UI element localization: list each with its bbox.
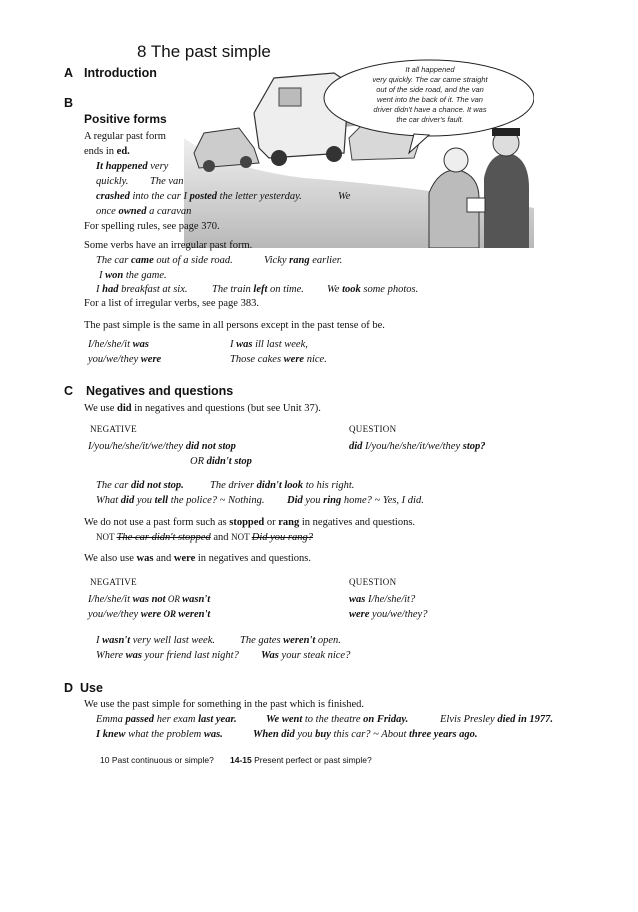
c-question-label-2: QUESTION <box>349 577 397 587</box>
footer-ref-1[interactable]: 10 Past continuous or simple? <box>100 755 214 765</box>
section-d-heading: Use <box>80 681 103 695</box>
c-was-were-intro: We also use was and were in negatives and questions. <box>84 553 312 564</box>
c-not-examples: NOT The car didn't stopped and NOT Did you rang? <box>96 532 313 543</box>
section-c-letter: C <box>64 384 74 398</box>
speech-line-6: the car driver's fault. <box>396 115 464 124</box>
b-example-2: quickly. <box>96 176 129 187</box>
b-irregular-ex-4: I had breakfast at six. <box>96 284 188 295</box>
c-example-8: Was your steak nice? <box>261 650 351 661</box>
b-irregular-ex-2: Vicky rang earlier. <box>264 255 343 266</box>
b-irregular-ex-3: I won the game. <box>99 270 167 281</box>
c-example-7: Where was your friend last night? <box>96 650 239 661</box>
c-question-did: did I/you/he/she/it/we/they stop? <box>349 441 486 452</box>
c-question-label: QUESTION <box>349 424 397 434</box>
speech-line-5: driver didn't have a chance. It was <box>373 105 487 114</box>
section-b-subheading: Positive forms <box>84 112 167 126</box>
speech-line-3: out of the side road, and the van <box>376 85 484 94</box>
speech-line-2: very quickly. The car came straight <box>372 75 488 84</box>
footer-ref-2[interactable]: 14-15 Present perfect or past simple? <box>230 755 372 765</box>
b-example-4: crashed into the car I posted the letter yesterday. <box>96 191 302 202</box>
b-intro-line-1: A regular past form <box>84 131 166 142</box>
d-example-1: Emma passed her exam last year. <box>96 714 237 725</box>
c-example-4: Did you ring home? ~ Yes, I did. <box>287 495 424 506</box>
c-negative-were: you/we/they were OR weren't <box>88 609 211 620</box>
c-question-was: was I/he/she/it? <box>349 594 416 605</box>
d-intro: We use the past simple for something in the past which is finished. <box>84 699 364 710</box>
c-negative-label-2: NEGATIVE <box>90 577 137 587</box>
c-intro: We use did in negatives and questions (but see Unit 37). <box>84 403 321 414</box>
b-same-all-persons: The past simple is the same in all persons except in the past tense of be. <box>84 320 385 331</box>
c-example-6: The gates weren't open. <box>240 635 341 646</box>
c-question-were: were you/we/they? <box>349 609 428 620</box>
d-example-3: Elvis Presley died in 1977. <box>440 714 554 725</box>
b-be-form-1: I/he/she/it was <box>88 339 149 350</box>
c-example-2: The driver didn't look to his right. <box>210 480 355 491</box>
b-example-4b: We <box>338 191 351 202</box>
b-irregular-ex-1: The car came out of a side road. <box>96 255 233 266</box>
d-example-2: We went to the theatre on Friday. <box>266 714 409 725</box>
c-example-1: The car did not stop. <box>96 480 184 491</box>
d-example-5: When did you buy this car? ~ About three years ago. <box>253 729 478 740</box>
c-negative-was: I/he/she/it was not OR wasn't <box>88 594 211 605</box>
b-example-1: It happened very <box>96 161 169 172</box>
b-be-example-2: Those cakes were nice. <box>230 354 327 365</box>
c-negative-didnt: OR didn't stop <box>190 456 252 467</box>
b-be-form-2: you/we/they were <box>88 354 162 365</box>
c-example-5: I wasn't very well last week. <box>96 635 215 646</box>
page-title: 8 The past simple <box>137 42 271 61</box>
b-be-example-1: I was ill last week, <box>230 339 308 350</box>
accident-illustration <box>184 58 534 248</box>
speech-line-1: It all happened <box>405 65 455 74</box>
section-b-letter: B <box>64 96 74 110</box>
accident-scene-image <box>184 58 534 248</box>
c-negative-did: I/you/he/she/it/we/they did not stop <box>88 441 236 452</box>
section-d-letter: D <box>64 681 74 695</box>
d-example-4: I knew what the problem was. <box>96 729 223 740</box>
b-example-5: once owned a caravan <box>96 206 192 217</box>
section-a-heading: Introduction <box>84 66 157 80</box>
c-example-3: What did you tell the police? ~ Nothing. <box>96 495 265 506</box>
b-irregular-ex-6: We took some photos. <box>327 284 419 295</box>
b-example-3: The van <box>150 176 184 187</box>
c-no-past-form: We do not use a past form such as stopped or rang in negatives and questions. <box>84 517 416 528</box>
b-irregular-ex-5: The train left on time. <box>212 284 304 295</box>
speech-line-4: went into the back of it. The van <box>377 95 483 104</box>
b-spelling-note: For spelling rules, see page 370. <box>84 221 220 232</box>
b-irregular-list-note: For a list of irregular verbs, see page 383. <box>84 298 259 309</box>
b-intro-line-2: ends in ed. <box>84 146 130 157</box>
section-c-heading: Negatives and questions <box>86 384 234 398</box>
c-negative-label: NEGATIVE <box>90 424 137 434</box>
section-a-letter: A <box>64 66 74 80</box>
b-irregular-intro: Some verbs have an irregular past form. <box>84 240 253 251</box>
